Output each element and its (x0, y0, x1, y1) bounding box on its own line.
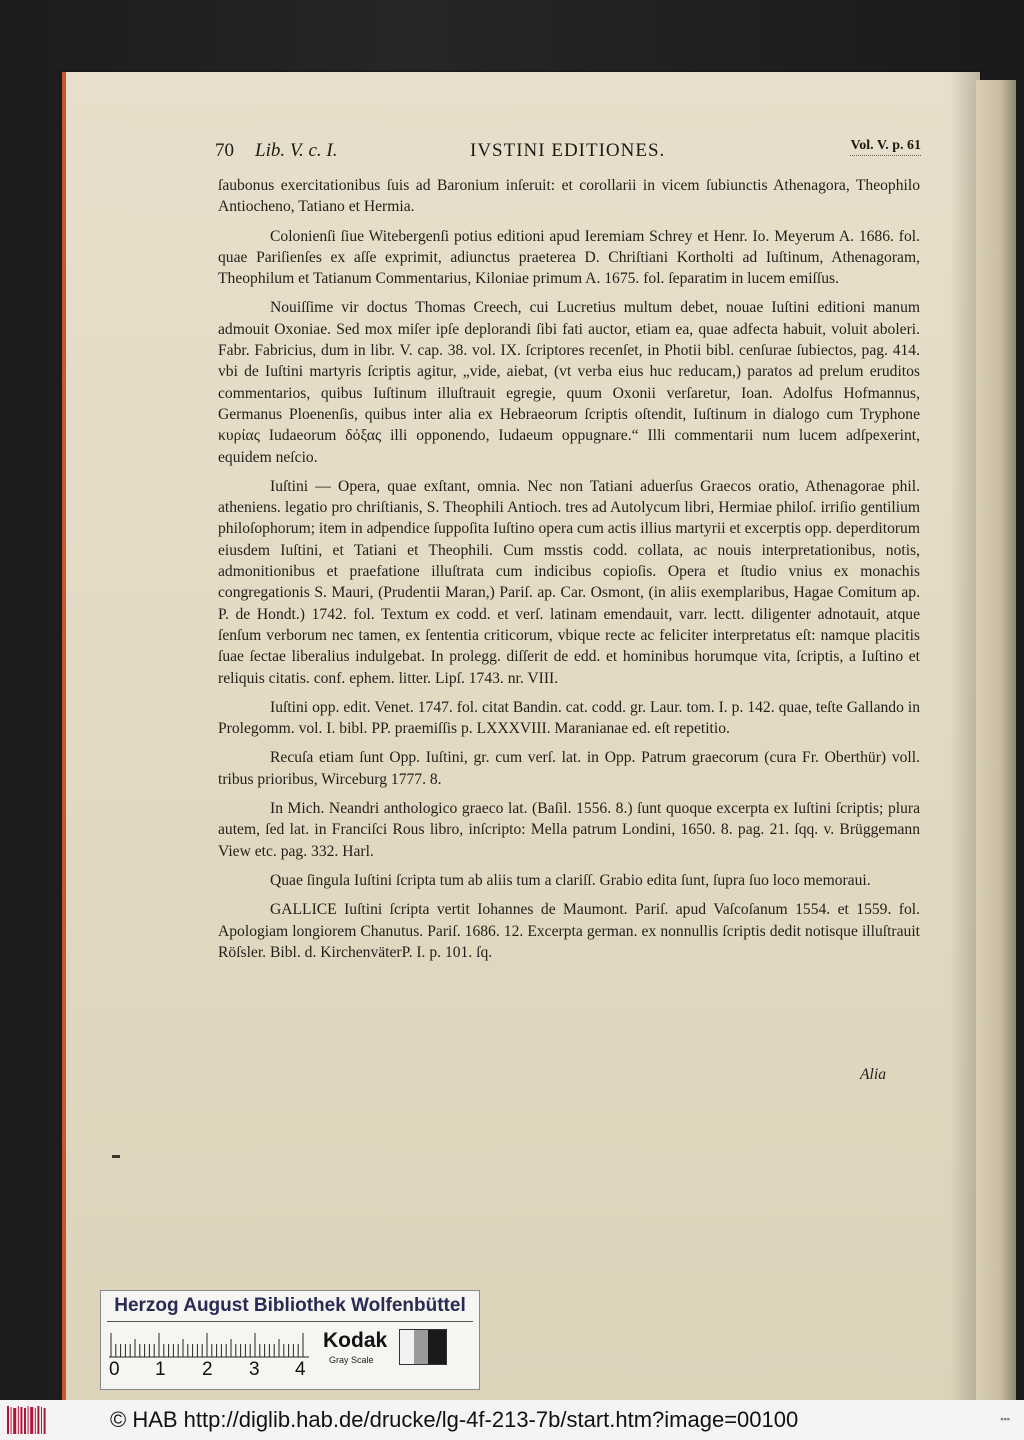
paragraph: ſaubonus exercitationibus ſuis ad Baronium inſeruit: et corollarii in vicem ſubiunctis Athenagora, Theophilo Antiocheno, Tatiano et Hermia. (218, 177, 920, 216)
paragraph: Iuſtini opp. edit. Venet. 1747. fol. citat Bandin. cat. codd. gr. Laur. tom. I. p. 142. quae, teſte Gallando in Prolegomm. vol. I. bibl. PP. praemiſſis p. LXXXVIII. Maranianae ed. eſt repetitio. (218, 698, 920, 738)
logo-bar (35, 1408, 36, 1434)
paragraph: Iuſtini — Opera, quae exſtant, omnia. Nec non Tatiani aduerſus Graecos oratio, Athenagorae phil. atheniens. legatio pro chriſtianis, S. Theophili Antioch. tres ad Autolycum libri, Hermiae philoſ. irriſio gentilium philoſophorum; item in adpendice ſuppoſita Iuſtino opera cum actis illius martyrii et excerptis opp. deperditorum eiusdem Iuſtini, et Tatiani et Theophili. Cum msstis codd. collata, ac nouis interpretationibus, notis, admonitionibus et praefatione illuſtrata cum indicibus copioſis. Opera et ſtudio vnius ex monachis congregationis S. Mauri, (Prudentii Maran,) Pariſ. ap. Car. Osmont, (in aliis exemplaribus, Hagae Comitum ap. P. de Hondt.) 1742. fol. Textum ex codd. et verſ. latinam emendauit, varr. lectt. diligenter adnotauit, atque ſenſum verborum nec tamen, ex ſententia criticorum, vbique recte ac feliciter interpretatus eſt: namque placitis ſuae ſectae liberalius indulgebat. In prolegg. diſſerit de edd. et hominibus horumque vita, ſcriptis, a Iuſtino et reliquis citatis. conf. ephem. litter. Lipſ. 1743. nr. VIII. (218, 477, 920, 687)
running-title: IVSTINI EDITIONES. (470, 140, 666, 161)
ruler-scale-icon (109, 1331, 309, 1361)
ruler-number: 1 (155, 1359, 166, 1380)
paragraph: Quae ſingula Iuſtini ſcripta tum ab aliis tum a clariſſ. Grabio edita ſunt, ſupra ſuo loco memoraui. (270, 871, 871, 889)
logo-bar (30, 1407, 33, 1434)
logo-bar (20, 1407, 22, 1434)
ruler-number: 0 (109, 1359, 120, 1380)
ruler-numbers (109, 1359, 319, 1379)
paragraph: GALLICE Iuſtini ſcripta vertit Iohannes de Maumont. Pariſ. apud Vaſcoſanum 1554. et 1559. fol. Apologiam longiorem Chanutus. Pariſ. 1686. 12. Excerpta german. ex nonnullis ſcriptis dedit notisque illuſtrauit Röſsler. Bibl. d. KirchenväterP. I. p. 101. ſq. (218, 901, 920, 961)
logo-bar (13, 1408, 16, 1434)
gray-swatch (414, 1330, 428, 1364)
page-number: 70 (215, 140, 234, 161)
paragraph: Recuſa etiam ſunt Opp. Iuſtini, gr. cum verſ. lat. in Opp. Patrum graecorum (cura Fr. Oberthür) voll. tribus prioribus, Wirceburg 1777. 8. (218, 749, 920, 788)
logo-bar (24, 1408, 26, 1434)
running-head (215, 138, 925, 164)
label-divider (107, 1321, 473, 1322)
footer-bar (0, 1400, 1024, 1440)
logo-bar (28, 1406, 29, 1434)
logo-bar (18, 1406, 19, 1434)
page-edge (62, 72, 66, 1400)
ruler-number: 3 (249, 1359, 260, 1380)
paragraph: Nouiſſime vir doctus Thomas Creech, cui Lucretius multum debet, nouae Iuſtini editioni manum admouit Oxoniae. Sed mox miſer ipſe deplorandi ſibi fati auctor, etiam ea, quae adfecta habuit, voluit aboleri. Fabr. Fabricius, dum in libr. V. cap. 38. vol. IX. ſcriptores recenſet, in Photii bibl. cenſurae ſubiectos, pag. 414. vbi de Iuſtini martyris ſcriptis agitur, „vide, aiebat, (vt verba eius huc reducam,) paratos ad prelum eruditos commentarios, quibus Iuſtinum illuſtrauit egregie, quum Oxonii verſaretur, Ioan. Adolfus Hofmannus, Germanus Ploenenſis, quibus inter alia ex Hebraeorum ſcriptis oſtendit, Iuſtinum in dialogo cum Tryphone κυρίας Iudaeorum δόξας illi opponendo, Iudaeum oppugnare.“ Illi commentarii num lucem adſpexerint, equidem neſcio. (218, 299, 920, 466)
page-body (218, 175, 920, 971)
library-color-card (100, 1290, 480, 1390)
hab-barcode-logo-icon (6, 1404, 50, 1436)
paragraph: Colonienſi ſiue Witebergenſi potius editioni apud Ieremiam Schrey et Henr. Io. Meyerum A. 1686. fol. quae Pariſienſes ex aſſe exprimit, adiunctus praeterea D. Chriſtiani Kortholti ad Iuſtinum, Athenagoram, Theophilum et Tatianum Commentarius, Kiloniae primum A. 1675. fol. ſeparatim in lucem emiſſus. (218, 227, 920, 288)
gray-swatch (428, 1330, 446, 1364)
volume-note: Vol. V. p. 61 (850, 138, 921, 156)
paragraph: In Mich. Neandri anthologico graeco lat. (Baſil. 1556. 8.) ſunt quoque excerpta ex Iuſtini ſcriptis; plura autem, ſed lat. in Franciſci Rous libro, inſcripto: Mella patrum Londini, 1650. 8. pag. 21. ſqq. v. Brüggemann View etc. pag. 332. Harl. (218, 800, 920, 860)
logo-bar (7, 1406, 9, 1434)
footer-mark: ▪▪▪ (1000, 1414, 1010, 1424)
book-reference: Lib. V. c. I. (255, 140, 338, 161)
ruler-number: 4 (295, 1359, 306, 1380)
gray-swatches (399, 1329, 447, 1365)
paper-speck (112, 1155, 120, 1158)
gray-scale-label: Gray Scale (329, 1355, 374, 1365)
facing-page-edge (976, 80, 1016, 1400)
logo-bar (44, 1408, 46, 1434)
logo-bar (37, 1406, 39, 1434)
ruler-number: 2 (202, 1359, 213, 1380)
kodak-brand: Kodak (323, 1329, 388, 1352)
catchword: Alia (860, 1066, 886, 1083)
logo-bar (41, 1407, 42, 1434)
logo-bar (11, 1407, 12, 1434)
copyright-link[interactable]: © HAB http://diglib.hab.de/drucke/lg-4f-213-7b/start.htm?image=00100 (110, 1407, 799, 1432)
gray-swatch (400, 1330, 414, 1364)
library-name: Herzog August Bibliothek Wolfenbüttel (114, 1295, 466, 1316)
